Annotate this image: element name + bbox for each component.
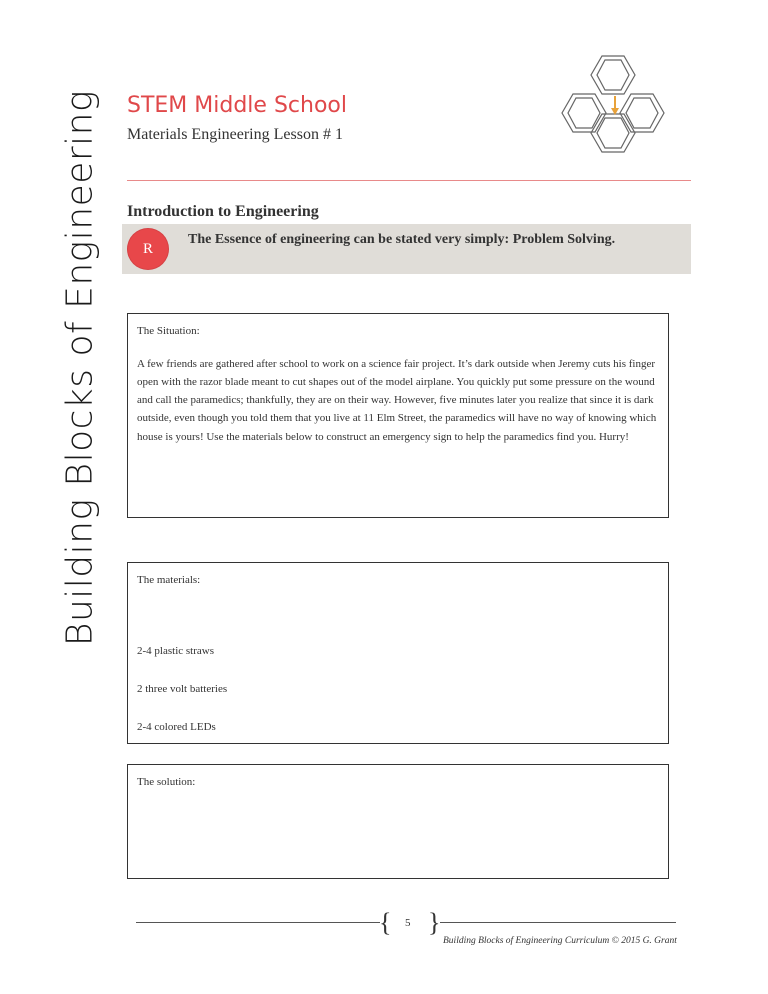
footer-divider-right [440,922,676,923]
list-item: 2-4 plastic straws [137,645,214,657]
left-brace-icon: { [379,908,392,937]
lesson-title: Materials Engineering Lesson # 1 [127,126,343,143]
hexagon-cluster-icon [558,50,670,160]
right-brace-icon: } [428,908,441,937]
vertical-title [54,88,106,648]
arrow-down-icon [611,96,619,115]
footer-divider-left [136,922,380,923]
page-number: 5 [405,917,411,929]
situation-box [127,313,669,518]
school-title: STEM Middle School [127,93,347,118]
section-heading: Introduction to Engineering [127,203,319,220]
essence-badge: R [127,228,169,270]
essence-callout [122,224,691,274]
solution-label: The solution: [137,776,196,788]
header-divider [127,180,691,181]
list-item: 2-4 colored LEDs [137,721,216,733]
vertical-title-text: Building Blocks of Engineering [59,89,101,647]
situation-label: The Situation: [137,325,200,337]
list-item: 2 three volt batteries [137,683,228,695]
footer-credit: Building Blocks of Engineering Curriculum © 2015 G. Grant [443,936,677,946]
materials-box [127,562,669,744]
materials-label: The materials: [137,574,201,586]
essence-text: The Essence of engineering can be stated very simply: Problem Solving. [188,232,616,247]
situation-text: A few friends are gathered after school to work on a science fair project. It’s dark outside when Jeremy cuts his finger open with the razor blade meant to cut shapes out of the model airplane. You quickly put some pressure on the wound and call the paramedics; thankfully, they are on their way. However, five minutes later you realize that since it is dark outside, even though you told them that you live at 11 Elm Street, the paramedics will have no way of knowing which house is yours! Use the materials below to construct an emergency sign to help the paramedics find you. Hurry! [137,358,657,443]
solution-box [127,764,669,879]
